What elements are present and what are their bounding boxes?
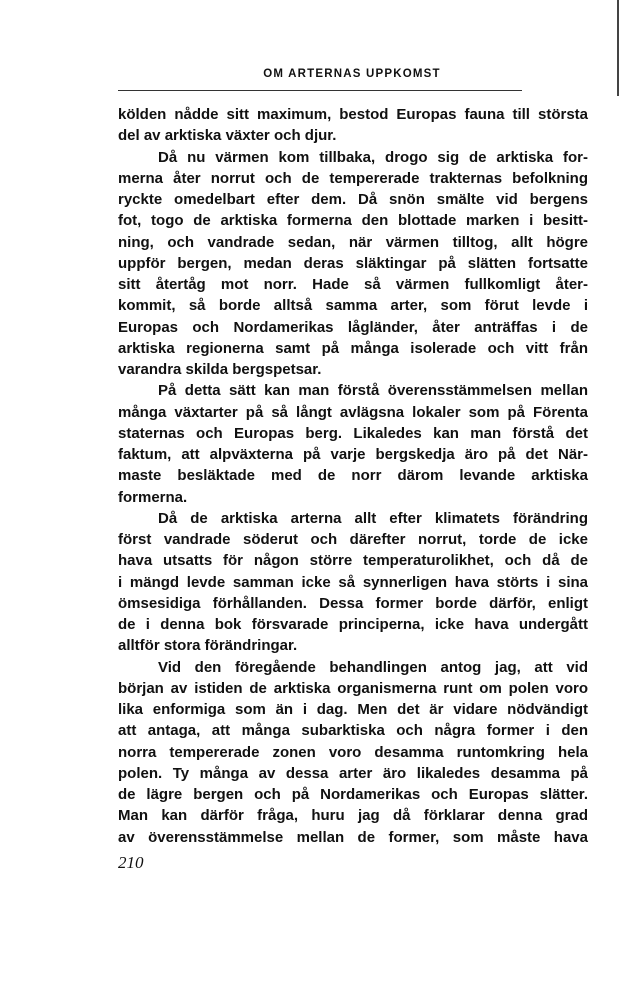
text-line: faktum, att alpväxterna på varje bergskedja äro på det När- <box>118 446 588 463</box>
text-line: del av arktiska växter och djur. <box>118 127 337 145</box>
text-line: uppför bergen, medan deras släktingar på slätten fortsatte <box>118 254 588 272</box>
text-line: polen. Ty många av dessa arter äro likaledes desamma på <box>118 764 588 782</box>
text-line: ryckte omedelbart efter dem. Då snön smälte vid bergens <box>118 191 588 208</box>
text-line: lika enformiga som än i dag. Men det är vidare nödvändigt <box>118 701 588 718</box>
text-line: Man kan därför fråga, huru jag då förklarar denna grad <box>118 807 588 825</box>
page-edge-line <box>617 0 619 96</box>
text-line: sitt återtåg mot norr. Hade så värmen fullkomligt åter- <box>118 276 588 293</box>
text-line: hava utsatts för någon större temperaturolikhet, och då de <box>118 552 588 570</box>
text-line: alltför stora förändringar. <box>118 637 298 655</box>
text-line: att antaga, att många subarktiska och några former i den <box>118 722 588 740</box>
text-line: de lägre bergen och på Nordamerikas och Europas slätter. <box>118 786 588 803</box>
header-rule <box>118 90 522 91</box>
text-line: staternas och Europas berg. Likaledes kan man förstå det <box>118 424 588 442</box>
text-line: Europas och Nordamerikas lågländer, åter anträffas i de <box>118 318 588 336</box>
text-line: arktiska regionerna samt på många isolerade och vitt från <box>118 339 588 357</box>
page-number: 210 <box>118 853 144 872</box>
text-line: ning, och vandrade sedan, när värmen tilltog, allt högre <box>118 233 588 251</box>
running-head: OM ARTERNAS UPPKOMST <box>263 68 441 80</box>
text-line: På detta sätt kan man förstå överensstämmelsen mellan <box>158 382 588 400</box>
text-line: norra tempererade zonen voro desamma runtomkring hela <box>118 743 588 761</box>
text-line: merna åter norrut och de tempererade trakternas befolkning <box>118 169 588 187</box>
body-text <box>118 104 588 848</box>
text-line: först vandrade söderut och därefter norrut, torde de icke <box>118 531 588 548</box>
text-line: varandra skilda bergspetsar. <box>118 361 322 378</box>
text-line: Då nu värmen kom tillbaka, drogo sig de arktiska for- <box>158 148 588 166</box>
text-line: ömsesidiga förhållanden. Dessa former borde därför, enligt <box>118 594 588 612</box>
text-line: många växtarter på så långt avlägsna lokaler som på Förenta <box>118 403 588 421</box>
text-line: av överensstämmelse mellan de former, som måste hava <box>118 828 588 846</box>
text-line: fot, togo de arktiska formerna den blottade marken i besitt- <box>118 212 588 230</box>
text-line: Då de arktiska arterna allt efter klimatets förändring <box>158 509 588 527</box>
text-line: Vid den föregående behandlingen antog jag, att vid <box>158 658 588 676</box>
text-line: formerna. <box>118 488 188 506</box>
text-line: början av istiden de arktiska organismerna runt om polen voro <box>118 679 588 697</box>
text-line: maste besläktade med de norr därom levande arktiska <box>118 467 588 485</box>
text-line: kölden nådde sitt maximum, bestod Europas fauna till största <box>118 106 588 123</box>
text-line: kommit, så borde alltså samma arter, som förut levde i <box>118 297 588 315</box>
text-line: de i denna bok försvarade principerna, icke hava undergått <box>118 616 588 633</box>
text-line: i mängd levde samman icke så synnerligen hava störts i sina <box>118 573 588 591</box>
